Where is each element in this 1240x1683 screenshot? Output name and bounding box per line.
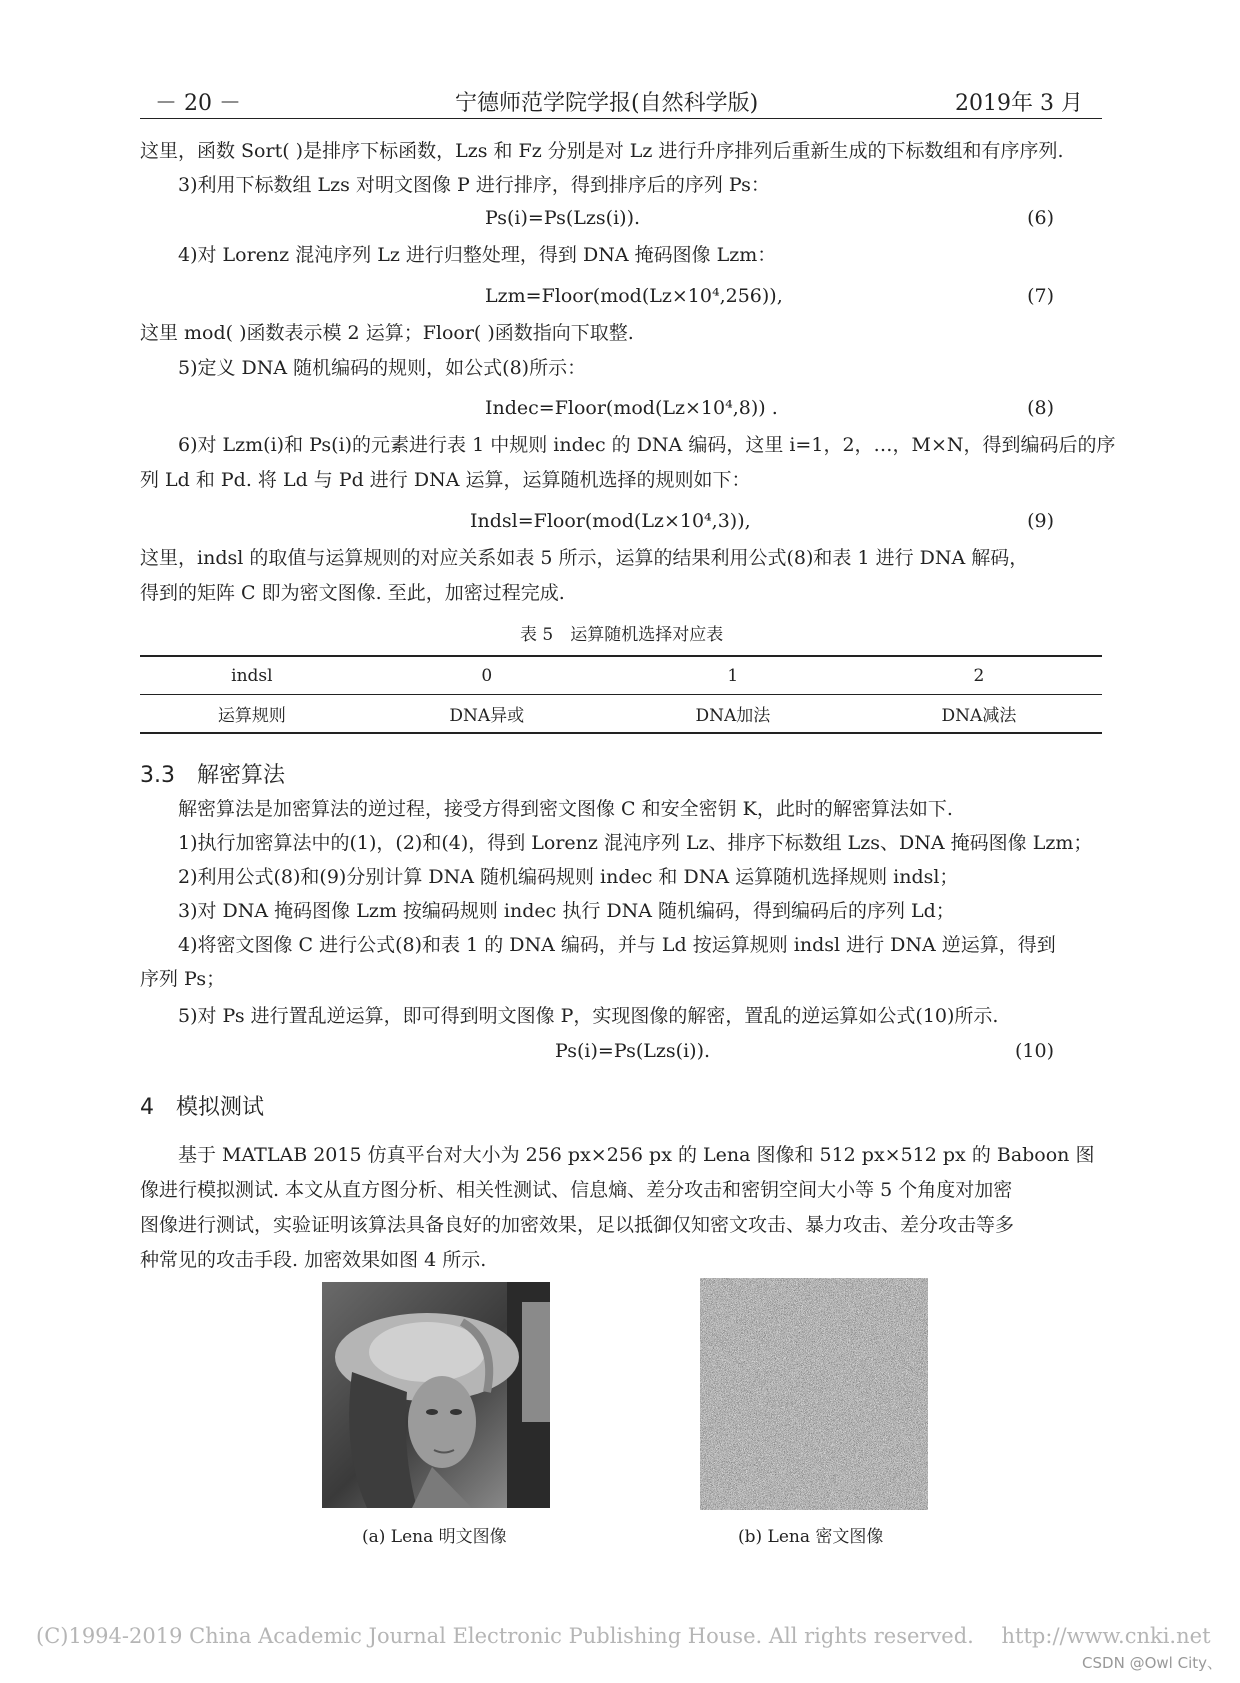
lena-plain-image	[322, 1282, 550, 1508]
equation-8-number: (8)	[1027, 397, 1054, 419]
equation-7-number: (7)	[1027, 285, 1054, 307]
equation-10-number: (10)	[1014, 1040, 1054, 1062]
step-3: 3)利用下标数组 Lzs 对明文图像 P 进行排序，得到排序后的序列 Ps：	[178, 174, 770, 196]
section-4-line-1: 基于 MATLAB 2015 仿真平台对大小为 256 px×256 px 的 Lena 图像和 512 px×512 px 的 Baboon 图	[178, 1144, 1095, 1166]
decrypt-step-1: 1)执行加密算法中的(1)，(2)和(4)，得到 Lorenz 混沌序列 Lz、排序下标数组 Lzs、DNA 掩码图像 Lzm；	[178, 832, 1093, 854]
table-cell: DNA异或	[364, 695, 610, 734]
section-4-line-4: 种常见的攻击手段. 加密效果如图 4 所示.	[140, 1249, 487, 1271]
decrypt-step-5: 5)对 Ps 进行置乱逆运算，即可得到明文图像 P，实现图像的解密，置乱的逆运算如公式(10)所示.	[178, 1005, 999, 1027]
body-paragraph: 这里，函数 Sort( )是排序下标函数，Lzs 和 Fz 分别是对 Lz 进行升序排列后重新生成的下标数组和有序序列.	[140, 140, 1064, 162]
equation-8: Indec=Floor(mod(Lz×10⁴,8)) .	[485, 397, 778, 419]
table-5	[140, 655, 1102, 734]
section-4-line-3: 图像进行测试，实验证明该算法具备良好的加密效果，足以抵御仅知密文攻击、暴力攻击、差分攻击等多	[140, 1214, 1015, 1236]
decrypt-step-3: 3)对 DNA 掩码图像 Lzm 按编码规则 indec 执行 DNA 随机编码，得到编码后的序列 Ld；	[178, 900, 955, 922]
equation-7: Lzm=Floor(mod(Lz×10⁴,256)),	[485, 285, 783, 307]
csdn-watermark: CSDN @Owl City、	[1082, 1654, 1222, 1672]
step-5: 5)定义 DNA 随机编码的规则，如公式(8)所示：	[178, 357, 587, 379]
section-intro: 解密算法是加密算法的逆过程，接受方得到密文图像 C 和安全密钥 K，此时的解密算法如下.	[178, 798, 953, 820]
copyright-footer: (C)1994-2019 China Academic Journal Electronic Publishing House. All rights reserved. http://www.cnki.net	[36, 1624, 1211, 1648]
table-header-row	[140, 656, 1102, 695]
body-paragraph: 这里 mod( )函数表示模 2 运算；Floor( )函数指向下取整.	[140, 322, 634, 344]
equation-10: Ps(i)=Ps(Lzs(i)).	[555, 1040, 711, 1062]
equation-6-number: (6)	[1027, 207, 1054, 229]
table-cell: DNA减法	[856, 695, 1102, 734]
step-6-line-2: 列 Ld 和 Pd. 将 Ld 与 Pd 进行 DNA 运算，运算随机选择的规则如下：	[140, 469, 751, 491]
section-4-line-2: 像进行模拟测试. 本文从直方图分析、相关性测试、信息熵、差分攻击和密钥空间大小等 5 个角度对加密	[140, 1179, 1013, 1201]
page-number: － 20 －	[155, 91, 241, 116]
table-cell: DNA加法	[610, 695, 856, 734]
lena-cipher-image	[700, 1278, 928, 1510]
section-heading-3-3: 3.3 解密算法	[140, 763, 285, 788]
header-rule	[140, 118, 1102, 119]
figure-b-caption: (b) Lena 密文图像	[738, 1527, 884, 1547]
decrypt-step-4-line-1: 4)将密文图像 C 进行公式(8)和表 1 的 DNA 编码，并与 Ld 按运算规则 indsl 进行 DNA 逆运算，得到	[178, 934, 1056, 956]
body-paragraph-line-1: 这里，indsl 的取值与运算规则的对应关系如表 5 所示，运算的结果利用公式(8)和表 1 进行 DNA 解码，	[140, 547, 1029, 569]
table-header-cell: 2	[856, 656, 1102, 695]
decrypt-step-4-line-2: 序列 Ps；	[140, 968, 226, 990]
issue-date: 2019年 3 月	[955, 91, 1083, 116]
decrypt-step-2: 2)利用公式(8)和(9)分别计算 DNA 随机编码规则 indec 和 DNA 运算随机选择规则 indsl；	[178, 866, 959, 888]
equation-6: Ps(i)=Ps(Lzs(i)).	[485, 207, 641, 229]
figure-a-caption: (a) Lena 明文图像	[362, 1527, 507, 1547]
step-4: 4)对 Lorenz 混沌序列 Lz 进行归整处理，得到 DNA 掩码图像 Lzm：	[178, 244, 777, 266]
step-6-line-1: 6)对 Lzm(i)和 Ps(i)的元素进行表 1 中规则 indec 的 DNA 编码，这里 i=1，2，…，M×N，得到编码后的序	[178, 434, 1116, 456]
table-caption: 表 5 运算随机选择对应表	[520, 625, 724, 645]
section-heading-4: 4 模拟测试	[140, 1095, 264, 1120]
table-cell: 运算规则	[140, 695, 364, 734]
table-header-cell: 1	[610, 656, 856, 695]
table-header-cell: 0	[364, 656, 610, 695]
table-header-cell: indsl	[140, 656, 364, 695]
body-paragraph-line-2: 得到的矩阵 C 即为密文图像. 至此，加密过程完成.	[140, 582, 565, 604]
journal-title: 宁德师范学院学报(自然科学版)	[455, 91, 759, 116]
equation-9-number: (9)	[1027, 510, 1054, 532]
equation-9: Indsl=Floor(mod(Lz×10⁴,3)),	[470, 510, 751, 532]
table-row	[140, 695, 1102, 734]
